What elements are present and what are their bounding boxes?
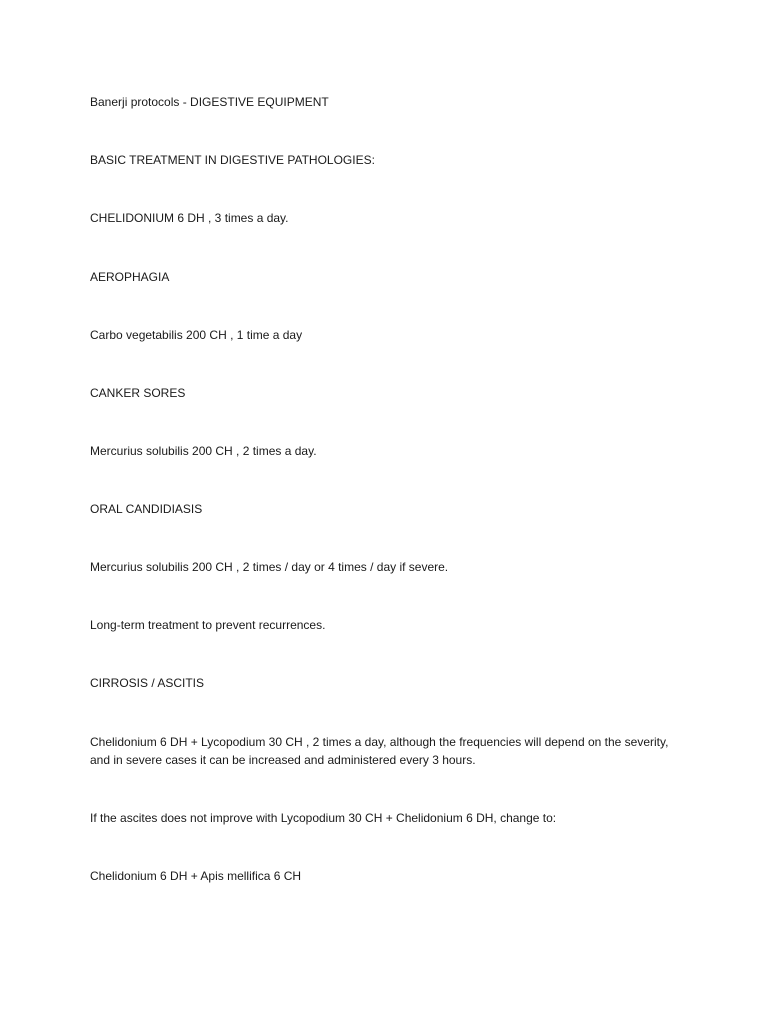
section-heading: CANKER SORES	[90, 386, 186, 400]
section-heading: AEROPHAGIA	[90, 270, 170, 284]
treatment-line: CHELIDONIUM 6 DH , 3 times a day.	[90, 211, 289, 225]
section-heading: CIRROSIS / ASCITIS	[90, 676, 205, 690]
section-heading: BASIC TREATMENT IN DIGESTIVE PATHOLOGIES:	[90, 153, 375, 167]
treatment-paragraph: Chelidonium 6 DH + Lycopodium 30 CH , 2 times a day, although the frequencies will depend on the severity, and in severe cases it can be increased and administered every 3 hours.	[90, 735, 669, 767]
note-line: If the ascites does not improve with Lycopodium 30 CH + Chelidonium 6 DH, change to:	[90, 811, 557, 825]
treatment-line: Carbo vegetabilis 200 CH , 1 time a day	[90, 328, 303, 342]
section-heading: ORAL CANDIDIASIS	[90, 502, 203, 516]
treatment-line: Mercurius solubilis 200 CH , 2 times / day or 4 times / day if severe.	[90, 560, 449, 574]
document-title: Banerji protocols - DIGESTIVE EQUIPMENT	[90, 95, 329, 109]
treatment-line: Chelidonium 6 DH + Apis mellifica 6 CH	[90, 869, 302, 883]
note-line: Long-term treatment to prevent recurrences.	[90, 618, 326, 632]
treatment-line: Mercurius solubilis 200 CH , 2 times a day.	[90, 444, 317, 458]
